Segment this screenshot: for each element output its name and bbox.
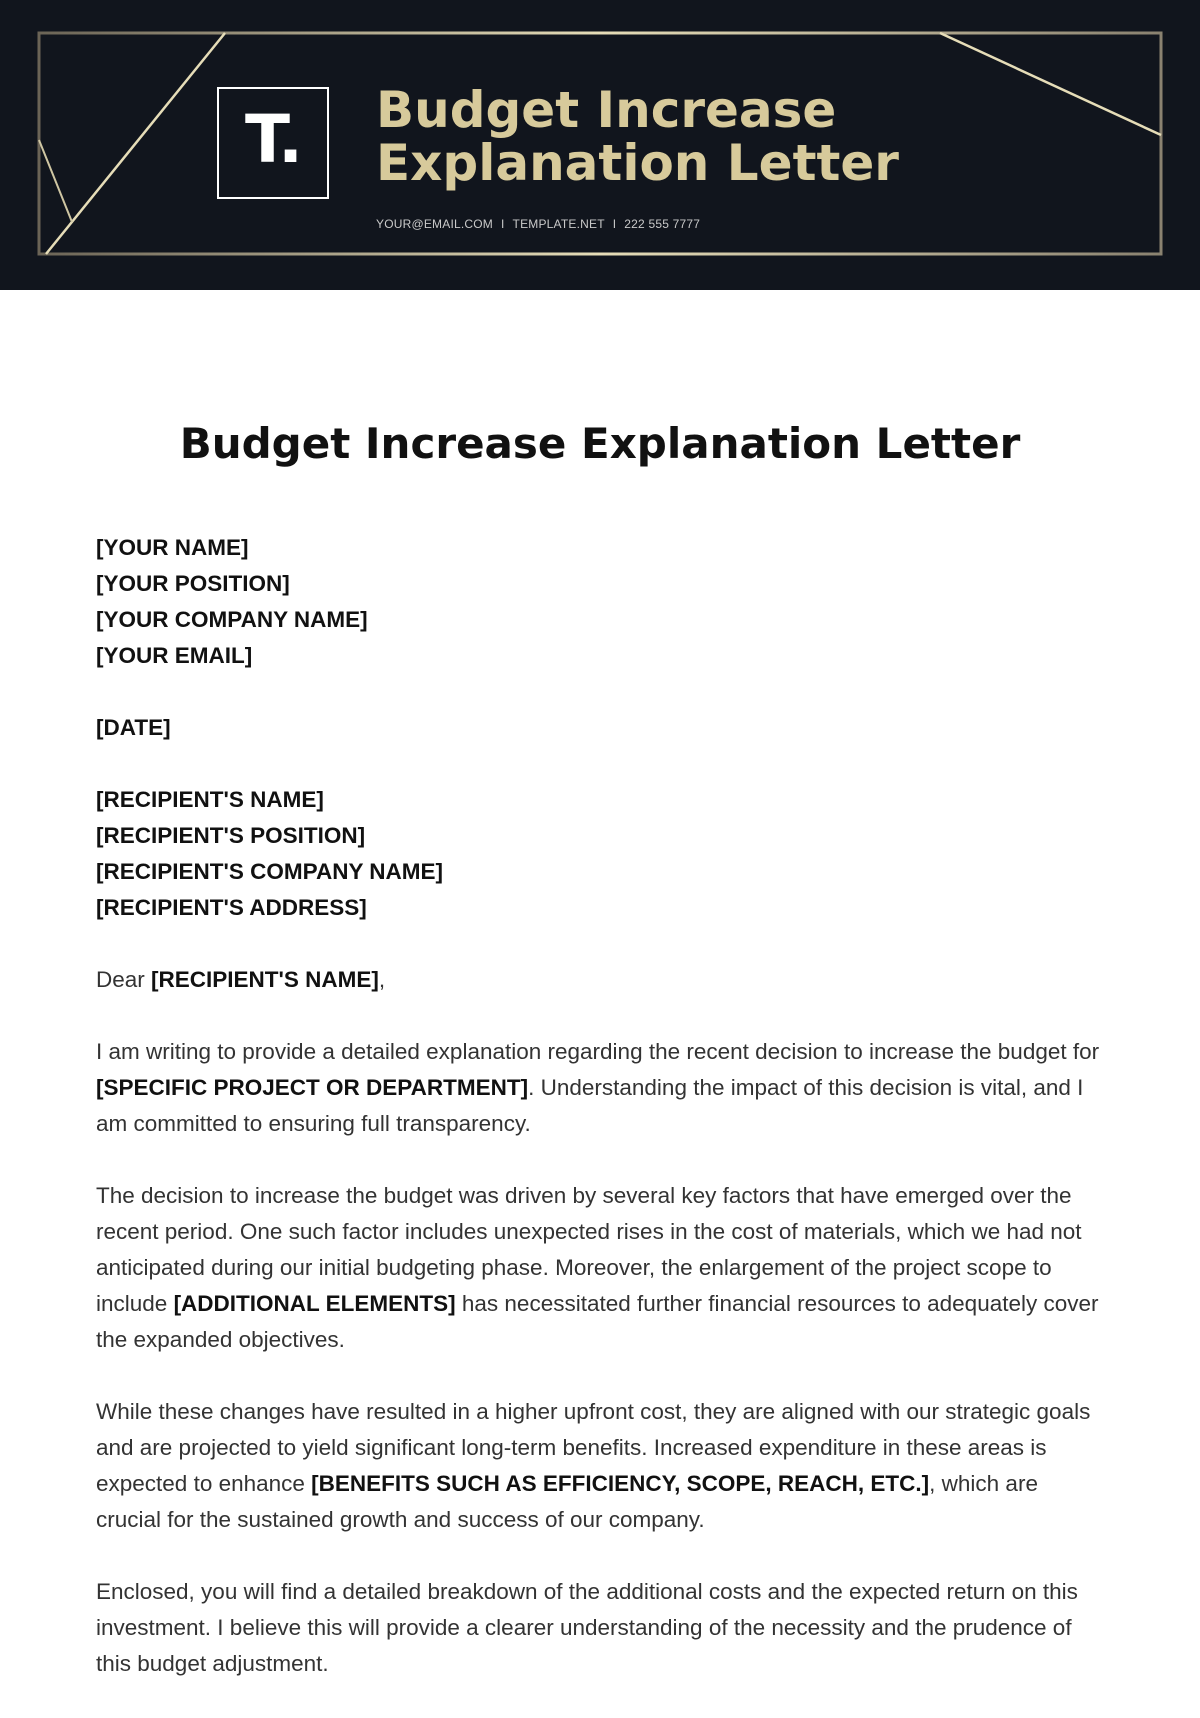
recipient-name: [RECIPIENT'S NAME]	[96, 787, 324, 812]
contact-email: YOUR@EMAIL.COM	[376, 217, 493, 231]
recipient-company: [RECIPIENT'S COMPANY NAME]	[96, 859, 444, 884]
paragraph-3-text: While these changes have resulted in a higher upfront cost, they are aligned with our strategic goals and are projected to yield significant long-term benefits. Increased expenditure in these areas is expected to enhance	[96, 1399, 1091, 1496]
document-title: Budget Increase Explanation Letter	[179, 419, 1021, 468]
recipient-address: [RECIPIENT'S ADDRESS]	[96, 895, 367, 920]
sender-position: [YOUR POSITION]	[96, 571, 290, 596]
contact-separator: I	[501, 217, 505, 231]
paragraph-3-placeholder: [BENEFITS SUCH AS EFFICIENCY, SCOPE, REACH, ETC.]	[311, 1471, 930, 1496]
salutation-suffix: ,	[378, 967, 386, 992]
recipient-position: [RECIPIENT'S POSITION]	[96, 823, 366, 848]
paragraph-4-text: Enclosed, you will find a detailed breakdown of the additional costs and the expected return on this investment. I believe this will provide a clearer understanding of the necessity and the prudence of this budget adjustment.	[96, 1579, 1078, 1676]
paragraph-1-text: I am writing to provide a detailed explanation regarding the recent decision to increase the budget for	[96, 1039, 1100, 1064]
recipient-block	[96, 782, 1106, 926]
paragraph-2	[96, 1178, 1106, 1358]
paragraph-1	[96, 1034, 1106, 1142]
letterhead-title-line1: Budget Increase	[376, 81, 837, 139]
logo	[217, 87, 329, 199]
letter-date: [DATE]	[96, 715, 171, 740]
paragraph-2-placeholder: [ADDITIONAL ELEMENTS]	[173, 1291, 456, 1316]
salutation	[96, 962, 1106, 998]
paragraph-1-text-end: . Understanding the impact of this decision is vital, and I am committed to ensuring full transparency.	[96, 1075, 1084, 1136]
letterhead-title-line2: Explanation Letter	[376, 134, 899, 192]
sender-name: [YOUR NAME]	[96, 535, 249, 560]
letterhead-banner	[0, 0, 1200, 290]
frame-diagonal-left	[46, 33, 225, 254]
logo-letter: T.	[244, 101, 302, 178]
paragraph-4	[96, 1574, 1106, 1682]
letterhead-contact	[376, 217, 700, 231]
paragraph-3-text-end: , which are crucial for the sustained growth and success of our company.	[96, 1471, 1038, 1532]
paragraph-3	[96, 1394, 1106, 1538]
paragraph-2-text: The decision to increase the budget was driven by several key factors that have emerged over the recent period. One such factor includes unexpected rises in the cost of materials, which we had not anticipated during our initial budgeting phase. Moreover, the enlargement of the project scope to include	[96, 1183, 1082, 1316]
contact-separator: I	[612, 217, 617, 231]
contact-phone: 222 555 7777	[624, 217, 701, 231]
contact-website: TEMPLATE.NET	[512, 217, 605, 231]
salutation-prefix: Dear	[96, 967, 152, 992]
letterhead-title	[376, 81, 996, 192]
frame-diagonal-left-short	[39, 140, 72, 222]
sender-block	[96, 530, 1106, 674]
sender-email: [YOUR EMAIL]	[96, 643, 253, 668]
salutation-name: [RECIPIENT'S NAME]	[151, 967, 379, 992]
sender-company: [YOUR COMPANY NAME]	[96, 607, 368, 632]
paragraph-1-placeholder: [SPECIFIC PROJECT OR DEPARTMENT]	[96, 1075, 529, 1100]
letter-body	[96, 530, 1106, 1718]
date-block	[96, 710, 1106, 746]
paragraph-2-text-end: has necessitated further financial resources to adequately cover the expanded objectives.	[96, 1291, 1099, 1352]
